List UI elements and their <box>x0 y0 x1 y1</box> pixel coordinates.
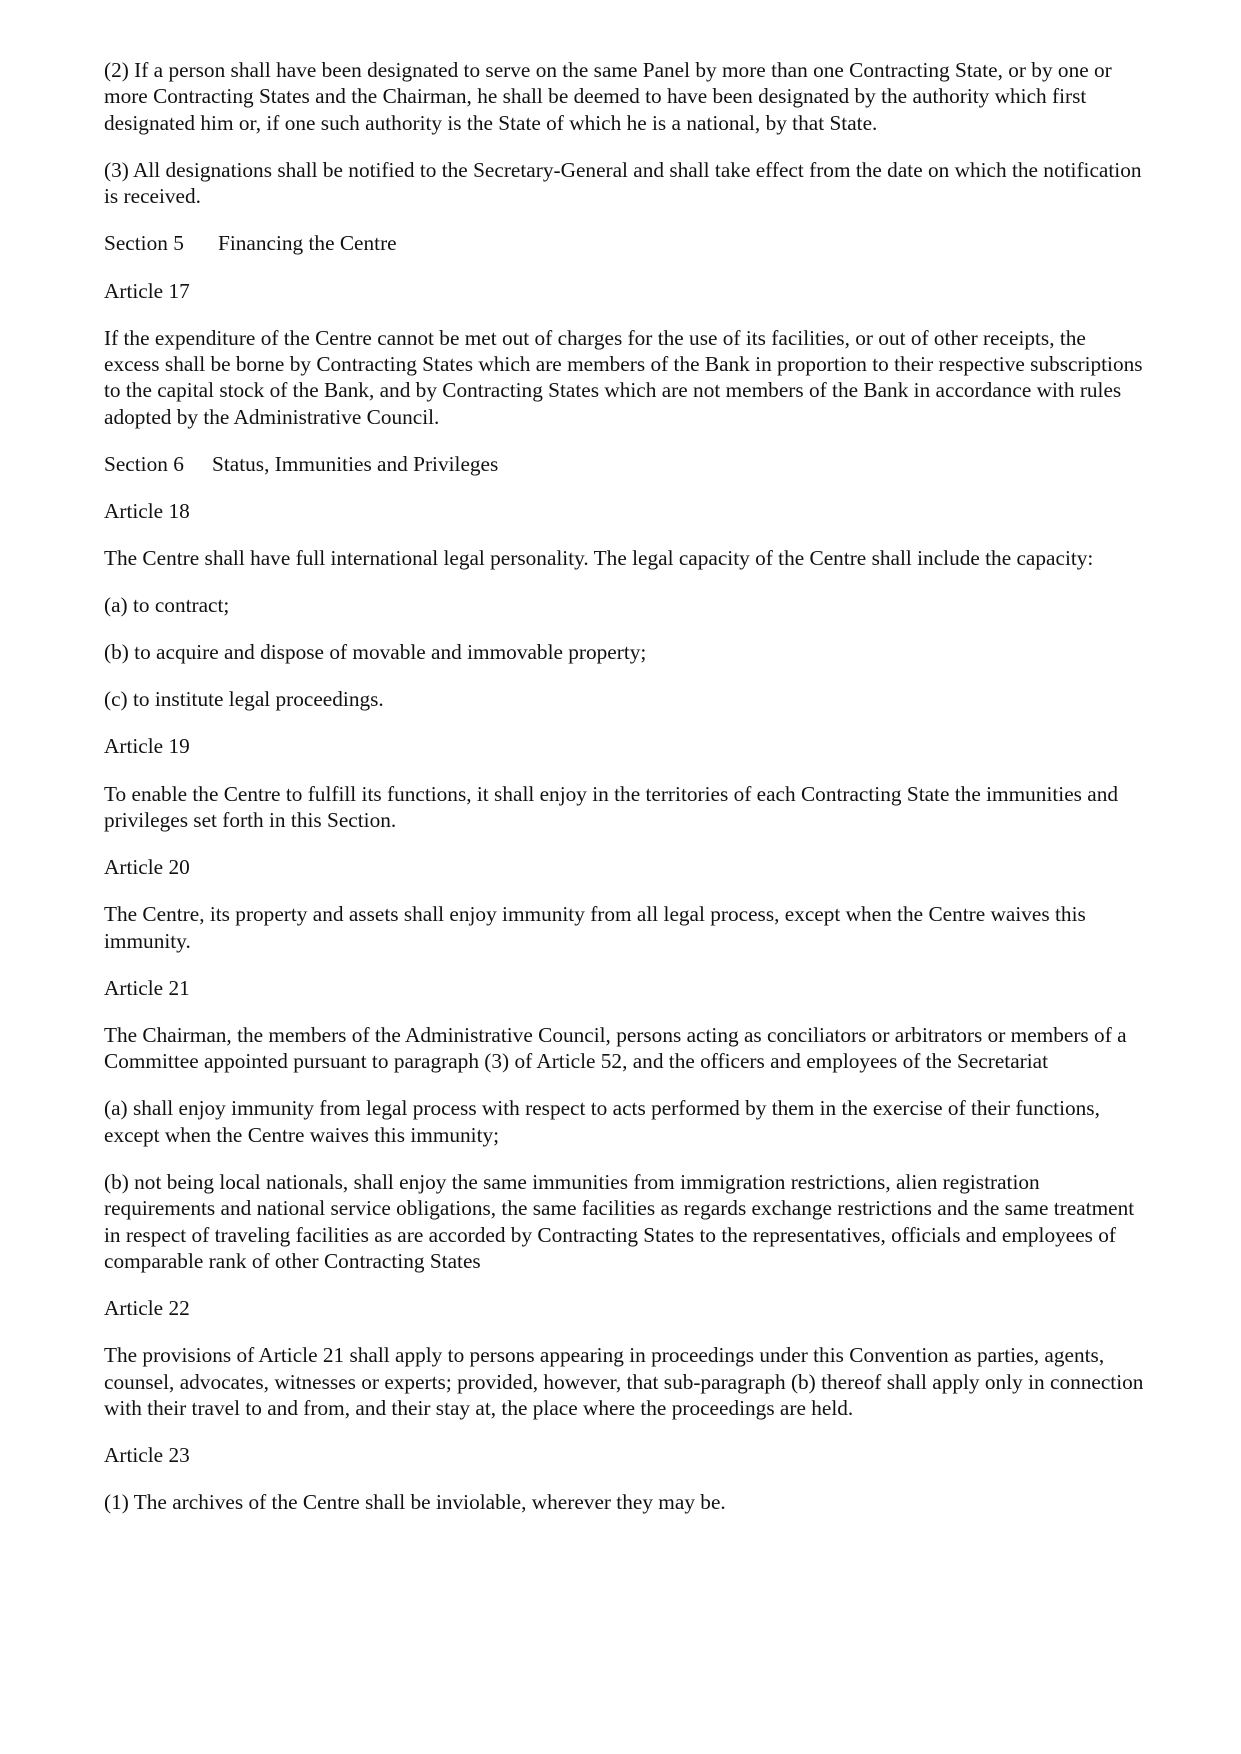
section-title: Financing the Centre <box>218 231 397 256</box>
article-16-paragraph-3: (3) All designations shall be notified to the Secretary-General and shall take effect from the date on which the notification is received. <box>104 157 1142 209</box>
article-20-text: The Centre, its property and assets shall enjoy immunity from all legal process, except when the Centre waives this immunity. <box>104 902 1086 953</box>
article-21-heading: Article 21 <box>104 975 190 1000</box>
section-5-heading <box>104 230 1144 256</box>
article-18-heading: Article 18 <box>104 499 190 523</box>
article-18-item-a: (a) to contract; <box>104 593 230 618</box>
article-19-text: To enable the Centre to fulfill its functions, it shall enjoy in the territories of each Contracting State the immunities and privileges set forth in this Section. <box>104 781 1119 832</box>
article-17-heading: Article 17 <box>104 278 190 303</box>
article-19-heading: Article 19 <box>104 734 190 759</box>
section-number: Section 5 <box>104 231 184 256</box>
article-20-heading: Article 20 <box>104 855 190 880</box>
article-18-item-c: (c) to institute legal proceedings. <box>104 687 384 712</box>
article-18-item-b: (b) to acquire and dispose of movable and immovable property; <box>104 640 647 665</box>
article-22-heading: Article 22 <box>104 1296 190 1321</box>
article-16-paragraph-2: (2) If a person shall have been designated to serve on the same Panel by more than one Contracting State, or by one or more Contracting States and the Chairman, he shall be deemed to have been designated by the authority which first designated him or, if one such authority is the State of which he is a national, by that State. <box>104 58 1112 135</box>
document-page <box>104 57 1144 1536</box>
article-21-text: The Chairman, the members of the Administrative Council, persons acting as conciliators or arbitrators or members of a Committee appointed pursuant to paragraph (3) of Article 52, and the officers and employees of the Secretariat <box>104 1022 1127 1074</box>
article-23-heading: Article 23 <box>104 1443 190 1468</box>
section-number: Section 6 <box>104 451 184 476</box>
section-6-heading <box>104 451 1144 477</box>
article-17-text: If the expenditure of the Centre cannot be met out of charges for the use of its facilities, or out of other receipts, the excess shall be borne by Contracting States which are members of the Bank in proportion to their respective subscriptions to the capital stock of the Bank, and by Contracting States which are not members of the Bank in accordance with rules adopted by the Administrative Council. <box>104 325 1143 429</box>
article-18-text: The Centre shall have full international legal personality. The legal capacity of the Centre shall include the capacity: <box>104 546 1094 571</box>
article-21-item-a: (a) shall enjoy immunity from legal process with respect to acts performed by them in the exercise of their functions, except when the Centre waives this immunity; <box>104 1096 1100 1147</box>
article-21-item-b: (b) not being local nationals, shall enjoy the same immunities from immigration restrictions, alien registration requirements and national service obligations, the same facilities as regards exchange restrictions and the same treatment in respect of traveling facilities as are accorded by Contracting States to the representatives, officials and employees of comparable rank of other Contracting States <box>104 1169 1135 1273</box>
section-title: Status, Immunities and Privileges <box>212 451 499 476</box>
article-23-paragraph-1: (1) The archives of the Centre shall be inviolable, wherever they may be. <box>104 1490 726 1515</box>
article-22-text: The provisions of Article 21 shall apply to persons appearing in proceedings under this Convention as parties, agents, counsel, advocates, witnesses or experts; provided, however, that sub-paragraph (b) thereof shall apply only in connection with their travel to and from, and their stay at, the place where the proceedings are held. <box>104 1343 1144 1420</box>
